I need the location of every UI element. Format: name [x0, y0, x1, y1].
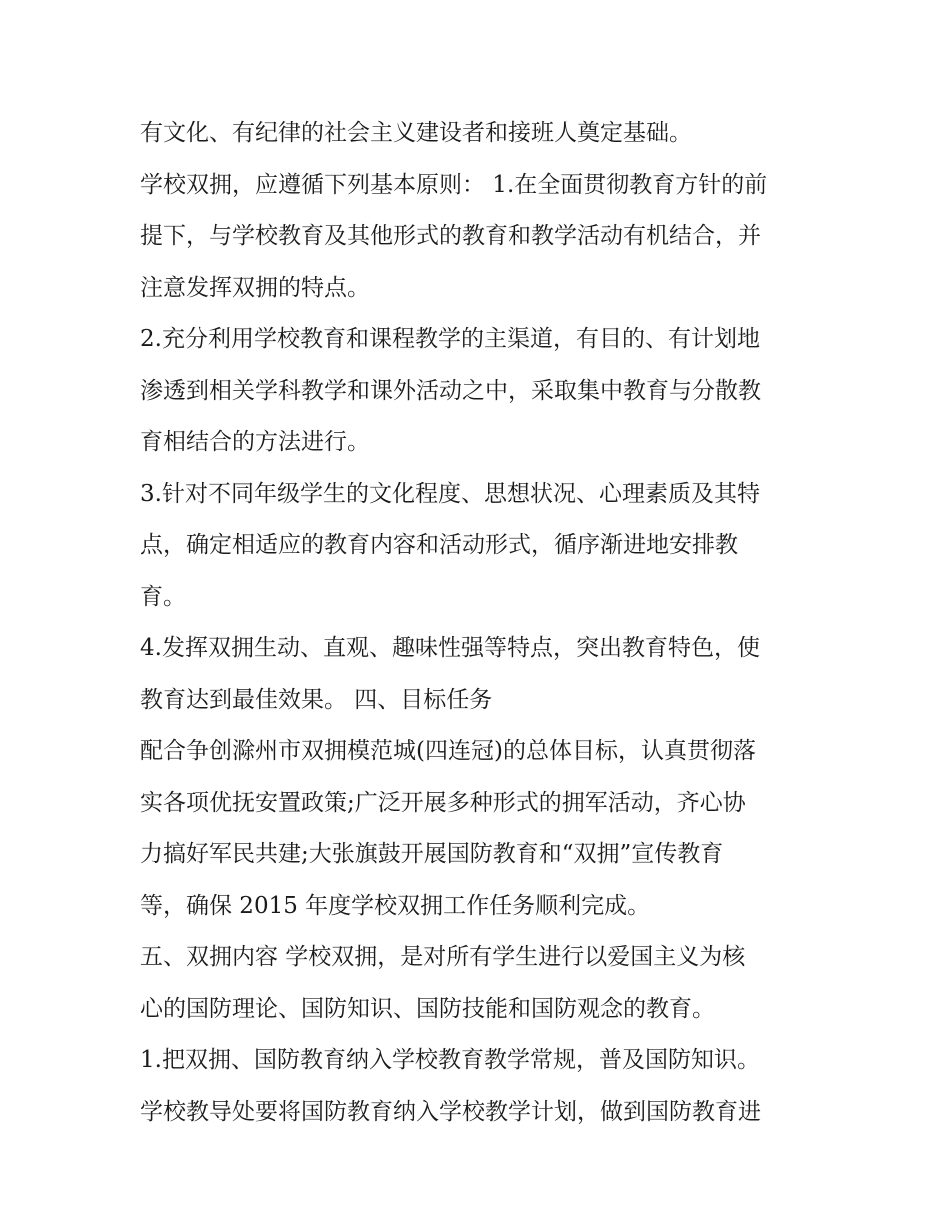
text-line: 点，确定相适应的教育内容和活动形式，循序渐进地安排教 [140, 532, 738, 558]
text-line: 力搞好军民共建;大张旗鼓开展国防教育和“双拥”宣传教育 [140, 841, 724, 867]
text-line: 实各项优抚安置政策;广泛开展多种形式的拥军活动，齐心协 [140, 789, 746, 816]
text-line: 渗透到相关学科教学和课外活动之中，采取集中教育与分散教 [140, 377, 761, 404]
text-line: 育。 [140, 583, 186, 610]
text-line: 配合争创滁州市双拥模范城(四连冠)的总体目标，认真贯彻落 [140, 738, 756, 764]
text-line: 有文化、有纪律的社会主义建设者和接班人奠定基础。 [140, 120, 692, 146]
text-line: 育相结合的方法进行。 [140, 429, 370, 455]
text-line: 等，确保 2015 年度学校双拥工作任务顺利完成。 [140, 892, 651, 919]
text-line: 1.把双拥、国防教育纳入学校教育教学常规，普及国防知识。 [140, 1047, 760, 1073]
text-line: 五、双拥内容 学校双拥，是对所有学生进行以爱国主义为核 [140, 944, 746, 970]
text-line: 心的国防理论、国防知识、国防技能和国防观念的教育。 [140, 995, 715, 1022]
text-line: 2.充分利用学校教育和课程教学的主渠道，有目的、有计划地 [140, 326, 760, 352]
text-line: 学校教导处要将国防教育纳入学校教学计划，做到国防教育进 [140, 1098, 761, 1125]
text-line: 学校双拥，应遵循下列基本原则： 1.在全面贯彻教育方针的前 [140, 171, 768, 198]
text-line: 提下，与学校教育及其他形式的教育和教学活动有机结合，并 [140, 223, 761, 249]
text-line: 教育达到最佳效果。 四、目标任务 [140, 686, 493, 713]
text-line: 3.针对不同年级学生的文化程度、思想状况、心理素质及其特 [140, 480, 760, 507]
text-line: 注意发挥双拥的特点。 [140, 274, 370, 301]
text-line: 4.发挥双拥生动、直观、趣味性强等特点，突出教育特色，使 [140, 635, 760, 661]
body-text [140, 108, 820, 1138]
